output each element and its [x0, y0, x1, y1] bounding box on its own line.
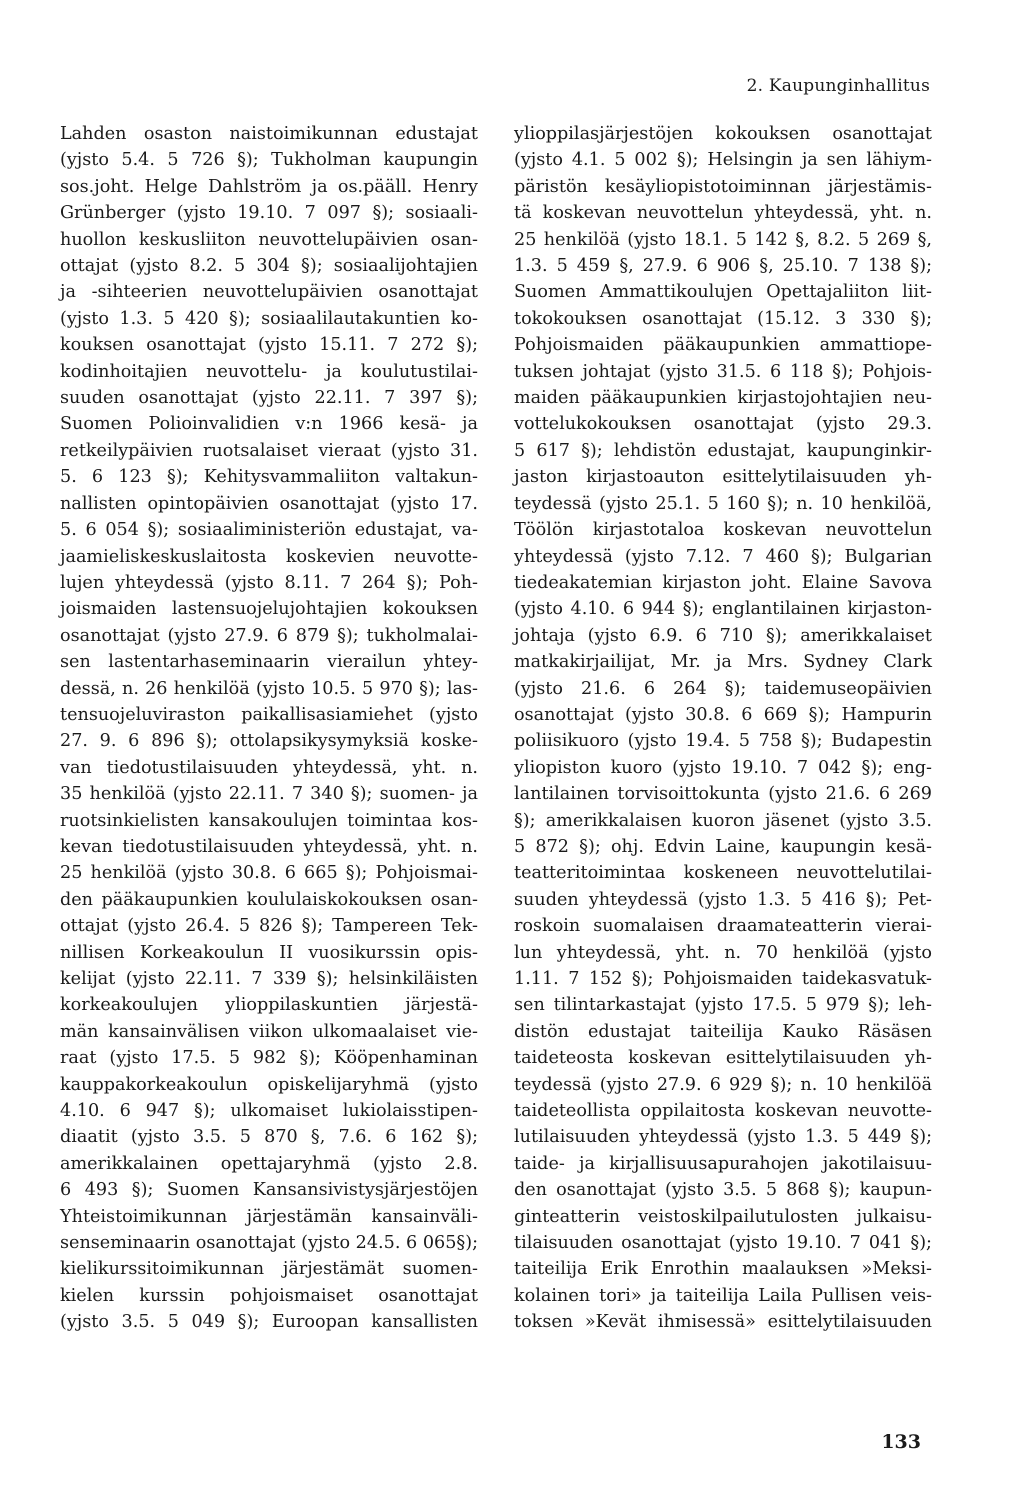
text-line: 25 henkilöä (yjsto 18.1. 5 142 §, 8.2. 5 269 §, [514, 229, 932, 250]
text-line: Töölön kirjastotaloa koskevan neuvottelun [514, 520, 932, 541]
text-line: lujen yhteydessä (yjsto 8.11. 7 264 §); Poh- [60, 572, 478, 593]
text-line: korkeakoulujen ylioppilaskuntien järjestä- [60, 995, 478, 1016]
text-line: tilaisuuden osanottajat (yjsto 19.10. 7 041 §); [514, 1233, 932, 1254]
text-line: raat (yjsto 17.5. 5 982 §); Kööpenhaminan [60, 1048, 478, 1069]
text-line: Lahden osaston naistoimikunnan edustajat [60, 124, 478, 144]
text-line: suuden osanottajat (yjsto 22.11. 7 397 §); [60, 388, 478, 409]
text-line: 5 872 §); ohj. Edvin Laine, kaupungin kesä- [514, 836, 932, 857]
text-line: distön edustajat taiteilija Kauko Räsäsen [514, 1021, 932, 1042]
text-line: maiden pääkaupunkien kirjastojohtajien neu- [514, 388, 932, 409]
text-line: taideteollista oppilaitosta koskevan neuvotte- [514, 1101, 932, 1122]
text-line: joismaiden lastensuojelujohtajien kokouksen [60, 599, 478, 620]
text-line: kodinhoitajien neuvottelu- ja koulutustilai- [60, 361, 478, 382]
text-line: Yhteistoimikunnan järjestämän kansainväli- [60, 1206, 478, 1227]
text-line: teatteritoimintaa koskeneen neuvottelutilai- [514, 863, 932, 884]
text-line: teydessä (yjsto 25.1. 5 160 §); n. 10 henkilöä, [514, 493, 932, 514]
text-line: 5. 6 054 §); sosiaaliministeriön edustajat, va- [60, 520, 478, 541]
text-line: den osanottajat (yjsto 3.5. 5 868 §); kaupun- [514, 1180, 932, 1201]
text-line: 5 617 §); lehdistön edustajat, kaupunginkir- [514, 440, 932, 461]
text-line: van tiedotustilaisuuden yhteydessä, yht. n. [60, 757, 478, 778]
text-line: 4.10. 6 947 §); ulkomaiset lukiolaisstipen- [60, 1101, 478, 1122]
text-line: jaston kirjastoauton esittelytilaisuuden yh- [514, 467, 932, 488]
text-line: ja -sihteerien neuvottelupäivien osanottajat [60, 282, 478, 303]
text-line: tiedeakatemian kirjaston joht. Elaine Savova [514, 572, 932, 593]
text-line: sos.joht. Helge Dahlström ja os.pääll. Henry [60, 176, 478, 197]
text-line: johtaja (yjsto 6.9. 6 710 §); amerikkalaiset [514, 625, 932, 646]
text-line: 6 493 §); Suomen Kansansivistysjärjestöjen [60, 1180, 478, 1201]
text-line: senseminaarin osanottajat (yjsto 24.5. 6 065§); [60, 1233, 478, 1254]
text-line: 5. 6 123 §); Kehitysvammaliiton valtakun- [60, 467, 478, 488]
text-line: lutilaisuuden yhteydessä (yjsto 1.3. 5 449 §); [514, 1127, 932, 1148]
text-line: taiteilija Erik Enrothin maalauksen »Meksi- [514, 1259, 932, 1280]
text-line: 1.11. 7 152 §); Pohjoismaiden taidekasvatuk- [514, 969, 932, 989]
text-line: Grünberger (yjsto 19.10. 7 097 §); sosiaali- [60, 203, 478, 224]
text-line: teydessä (yjsto 27.9. 6 929 §); n. 10 henkilöä [514, 1074, 932, 1095]
text-line: ruotsinkielisten kansakoulujen toimintaa kos- [60, 810, 478, 831]
text-line: kielikurssitoimikunnan järjestämät suomen- [60, 1259, 478, 1280]
page-number: 133 [881, 1431, 921, 1453]
text-line: (yjsto 1.3. 5 420 §); sosiaalilautakuntien ko- [60, 308, 478, 329]
text-line: huollon keskusliiton neuvottelupäivien osan- [60, 229, 478, 250]
text-line: toksen »Kevät ihmisessä» esittelytilaisuuden [514, 1312, 932, 1333]
text-line: 25 henkilöä (yjsto 30.8. 6 665 §); Pohjoismai- [60, 863, 478, 884]
text-line: taideteosta koskevan esittelytilaisuuden yh- [514, 1048, 932, 1069]
text-line: tuksen johtajat (yjsto 31.5. 6 118 §); Pohjois- [514, 361, 932, 382]
text-line: ottajat (yjsto 26.4. 5 826 §); Tampereen Tek- [60, 916, 478, 937]
text-line: tä koskevan neuvottelun yhteydessä, yht. n. [514, 203, 932, 224]
text-line: kevan tiedotustilaisuuden yhteydessä, yht. n. [60, 836, 478, 857]
text-line: kouksen osanottajat (yjsto 15.11. 7 272 §); [60, 335, 478, 356]
text-line: ottajat (yjsto 8.2. 5 304 §); sosiaalijohtajien [60, 256, 478, 277]
text-line: poliisikuoro (yjsto 19.4. 5 758 §); Budapestin [514, 731, 932, 752]
text-line: tensuojeluviraston paikallisasiamiehet (yjsto [60, 704, 478, 725]
text-line: (yjsto 4.1. 5 002 §); Helsingin ja sen lähiym- [514, 150, 932, 171]
text-line: Suomen Polioinvalidien v:n 1966 kesä- ja [60, 414, 478, 435]
text-line: osanottajat (yjsto 27.9. 6 879 §); tukholmalai- [60, 625, 478, 646]
text-line: taide- ja kirjallisuusapurahojen jakotilaisuu- [514, 1153, 932, 1174]
running-header: 2. Kaupunginhallitus [746, 76, 930, 96]
text-line: roskoin suomalaisen draamateatterin vierai- [514, 916, 932, 937]
text-line: yliopiston kuoro (yjsto 19.10. 7 042 §); eng- [514, 757, 932, 778]
text-line: yhteydessä (yjsto 7.12. 7 460 §); Bulgarian [514, 546, 932, 567]
text-line: tokokouksen osanottajat (15.12. 3 330 §); [514, 308, 932, 329]
text-line: kielen kurssin pohjoismaiset osanottajat [60, 1285, 478, 1306]
text-line: jaamieliskeskuslaitosta koskevien neuvotte- [60, 546, 478, 567]
text-line: ginteatterin veistoskilpailutulosten julkaisu- [514, 1206, 932, 1227]
text-line: retkeilypäivien ruotsalaiset vieraat (yjsto 31. [60, 440, 478, 461]
left-column [60, 121, 478, 1336]
text-line: sen lastentarhaseminaarin vierailun yhtey- [60, 652, 478, 673]
text-line: 35 henkilöä (yjsto 22.11. 7 340 §); suomen- ja [60, 784, 478, 805]
right-column [514, 121, 932, 1336]
text-line: §); amerikkalaisen kuoron jäsenet (yjsto 3.5. [514, 810, 932, 831]
text-line: dessä, n. 26 henkilöä (yjsto 10.5. 5 970 §); las- [60, 678, 478, 699]
text-line: kolainen tori» ja taiteilija Laila Pullisen veis- [514, 1285, 932, 1306]
text-line: (yjsto 21.6. 6 264 §); taidemuseopäivien [514, 678, 932, 699]
text-line: kelijat (yjsto 22.11. 7 339 §); helsinkiläisten [60, 969, 478, 989]
text-line: suuden yhteydessä (yjsto 1.3. 5 416 §); Pet- [514, 889, 932, 910]
text-line: nillisen Korkeakoulun II vuosikurssin opis- [60, 942, 478, 963]
text-line: ylioppilasjärjestöjen kokouksen osanottajat [514, 124, 932, 144]
text-line: 27. 9. 6 896 §); ottolapsikysymyksiä koske- [60, 731, 478, 752]
text-line: Pohjoismaiden pääkaupunkien ammattiope- [514, 335, 932, 356]
text-line: lun yhteydessä, yht. n. 70 henkilöä (yjsto [514, 942, 932, 963]
text-line: 1.3. 5 459 §, 27.9. 6 906 §, 25.10. 7 138 §); [514, 256, 932, 277]
text-line: män kansainvälisen viikon ulkomaalaiset vie- [60, 1021, 478, 1042]
text-line: kauppakorkeakoulun opiskelijaryhmä (yjsto [60, 1074, 478, 1095]
text-line: (yjsto 4.10. 6 944 §); englantilainen kirjaston- [514, 599, 932, 620]
text-line: (yjsto 3.5. 5 049 §); Euroopan kansallisten [60, 1312, 478, 1333]
text-line: matkakirjailijat, Mr. ja Mrs. Sydney Clark [514, 652, 932, 673]
text-line: sen tilintarkastajat (yjsto 17.5. 5 979 §); leh- [514, 995, 932, 1016]
text-line: amerikkalainen opettajaryhmä (yjsto 2.8. [60, 1153, 478, 1174]
text-line: lantilainen torvisoittokunta (yjsto 21.6. 6 269 [514, 784, 932, 805]
text-line: vottelukokouksen osanottajat (yjsto 29.3. [514, 414, 932, 435]
text-line: osanottajat (yjsto 30.8. 6 669 §); Hampurin [514, 704, 932, 725]
text-line: päristön kesäyliopistotoiminnan järjestämis- [514, 176, 932, 197]
text-line: diaatit (yjsto 3.5. 5 870 §, 7.6. 6 162 §); [60, 1127, 478, 1148]
text-line: nallisten opintopäivien osanottajat (yjsto 17. [60, 493, 478, 514]
text-line: Suomen Ammattikoulujen Opettajaliiton liit- [514, 282, 932, 303]
text-line: (yjsto 5.4. 5 726 §); Tukholman kaupungin [60, 150, 478, 171]
text-line: den pääkaupunkien koululaiskokouksen osan- [60, 889, 478, 910]
